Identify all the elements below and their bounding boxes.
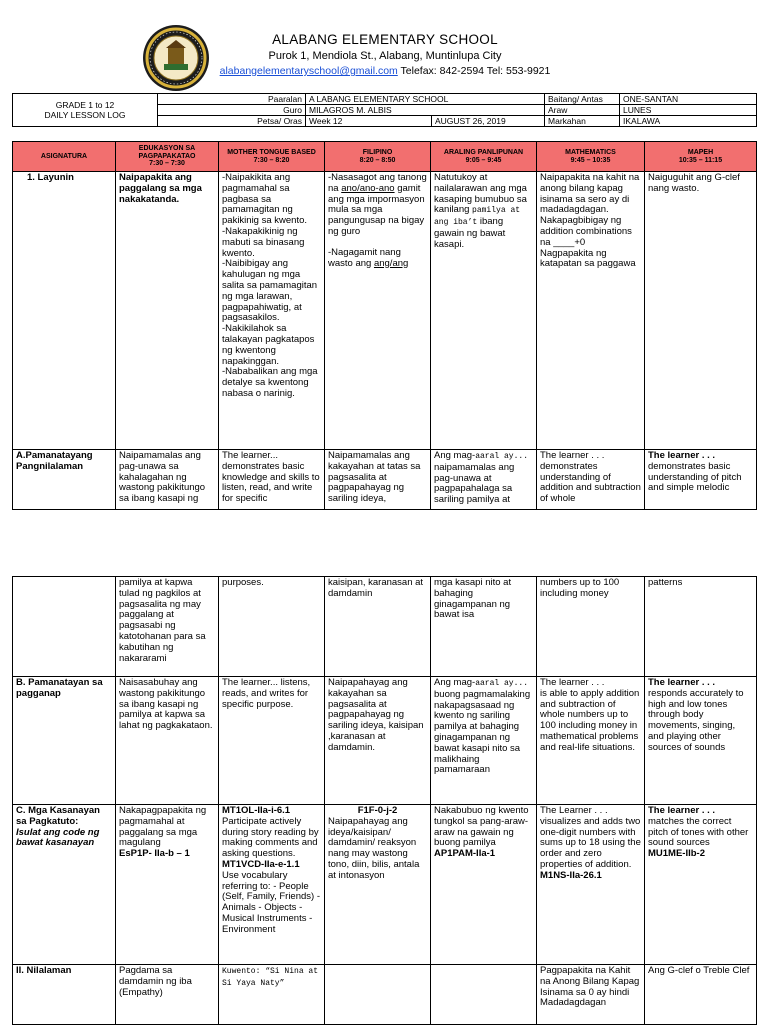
markahan-value: IKALAWA (620, 116, 757, 127)
nilalaman-ap (431, 965, 537, 1025)
pagganap-ap (431, 677, 537, 805)
pamantayang-math: The learner . . . demonstrates understanding of addition and subtraction of whole (537, 450, 645, 510)
row-layunin-label: 1. Layunin (13, 172, 116, 450)
cont-mtb: purposes. (219, 577, 325, 677)
pagganap-esp: Naisasabuhay ang wastong pakikitungo sa ibang kasapi ng pamilya at kapwa sa lahat ng pagkakataon. (116, 677, 219, 805)
header-mtb (219, 142, 325, 172)
layunin-math: Naipapakita na kahit na anong bilang kapag isinama sa sero ay di madadagdagan. Nakapagbibigay ng addition combinations na ____+0 Nagpapakita ng katapatan sa paggawa (537, 172, 645, 450)
row-cont-label (13, 577, 116, 677)
kasanayan-mapeh-bold: The learner . . . (648, 805, 716, 816)
school-email-link[interactable]: alabangelementaryschool@gmail.com (219, 65, 398, 77)
cont-esp: pamilya at kapwa tulad ng pagkilos at pagsasalita ng may paggalang at pagsasabi ng katotohanan para sa kabutihan ng nakararami (116, 577, 219, 677)
pamantayang-mapeh-bold: The learner . . . (648, 450, 716, 461)
layunin-ap-mono: pamilya at ang iba’t (434, 206, 521, 228)
layunin-fil (325, 172, 431, 450)
header-mapeh (645, 142, 757, 172)
header-math (537, 142, 645, 172)
grade-label: GRADE 1 to 12 (55, 100, 115, 110)
header-mtb-time: 7:30 – 8:20 (253, 156, 290, 164)
araw-value: LUNES (620, 105, 757, 116)
kasanayan-fil-text: Naipapahayag ang ideya/kaisipan/ damdamin/ reaksyon nang may wastong tono, diin, bilis, antala at intonasyon (328, 815, 420, 881)
pagganap-fil: Naipapahayag ang kakayahan sa pagsasalita at pagpapahayag ng sariling ideya, kaisipan ,karanasan at damdamin. (325, 677, 431, 805)
header-fil-title: FILIPINO (362, 148, 393, 156)
kasanayan-mapeh-code: MU1ME-IIb-2 (648, 848, 705, 860)
header-fil-time: 8:20 – 8:50 (359, 156, 396, 164)
kasanayan-mtb-2: Use vocabulary referring to: - People (Self, Family, Friends) - Animals - Objects - Musical Instruments - Environment (222, 869, 321, 935)
kasanayan-math (537, 805, 645, 965)
layunin-ap-b: ibang gawain ng bawat kasapi. (434, 216, 506, 250)
header-fil (325, 142, 431, 172)
layunin-ap (431, 172, 537, 450)
petsa-label: Petsa/ Oras (158, 116, 306, 127)
daily-lesson-log-label: DAILY LESSON LOG (44, 110, 126, 120)
kasanayan-esp-code: EsP1P- IIa-b – 1 (119, 848, 190, 860)
kasanayan-mtb-code1: MT1OL-IIa-i-6.1 (222, 805, 291, 816)
kasanayan-fil-code: F1F-0-j-2 (357, 805, 398, 816)
pagganap-mapeh-bold: The learner . . . (648, 677, 716, 688)
guro-label: Guro (158, 105, 306, 116)
school-address: Purok 1, Mendiola St., Alabang, Muntinlupa City (268, 50, 502, 62)
header-mapeh-title: MAPEH (687, 148, 714, 156)
pagganap-ap-a: Ang mag- (434, 677, 476, 688)
pagganap-mtb: The learner... listens, reads, and writes for specific purpose. (219, 677, 325, 805)
pamantayang-fil: Naipamamalas ang kakayahan at tatas sa pagsasalita at pagpapahayag ng sariling ideya, (325, 450, 431, 510)
kasanayan-esp-text: Nakapagpapakita ng pagmamahal at paggalang sa mga magulang (119, 805, 207, 849)
header-ap-time: 9:05 – 9:45 (465, 156, 502, 164)
row-nilalaman-label: II. Nilalaman (13, 965, 116, 1025)
layunin-fil-b: gamit ang mga impormasyon mula sa mga pangungusap na bigay ng guro (328, 182, 425, 237)
pamantayang-ap-mono: aaral ay... (475, 452, 528, 461)
header-esp-time: 7:30 – 7:30 (149, 160, 185, 168)
header-esp-title: EDUKASYON SA PAGPAPAKATAO (138, 145, 196, 160)
markahan-label: Markahan (545, 116, 620, 127)
pamantayang-mapeh (645, 450, 757, 510)
cont-mapeh: patterns (645, 577, 757, 677)
lesson-log-info-table (12, 93, 757, 127)
row-pagganap-label: B. Pamanatayan sa pagganap (13, 677, 116, 805)
cont-ap: mga kasapi nito at bahaging ginagampanan ng bawat isa (431, 577, 537, 677)
nilalaman-fil (325, 965, 431, 1025)
cont-math: numbers up to 100 including money (537, 577, 645, 677)
header-ap-title: ARALING PANLIPUNAN (443, 148, 524, 156)
pagganap-math: The learner . . . is able to apply addition and subtraction of whole numbers up to 100 including money in mathematical problems and real-life situations. (537, 677, 645, 805)
layunin-fil-c-u: ang/ang (373, 257, 409, 269)
pamantayang-ap (431, 450, 537, 510)
grade-cell (13, 94, 158, 127)
kasanayan-ap-code: AP1PAM-IIa-1 (434, 848, 496, 860)
pamantayang-mapeh-text: demonstrates basic understanding of pitch and simple melodic (648, 460, 742, 494)
kasanayan-ap (431, 805, 537, 965)
header-mapeh-time: 10:35 – 11:15 (678, 156, 723, 164)
row-pamantayang-label: A.Pamanatayang Pangnilalaman (13, 450, 116, 510)
guro-value: MILAGROS M. ALBIS (306, 105, 545, 116)
lesson-table-part-1 (12, 141, 757, 510)
nilalaman-mapeh: Ang G-clef o Treble Clef (645, 965, 757, 1025)
week-value: Week 12 (306, 116, 432, 127)
header-esp (116, 142, 219, 172)
header-mtb-title: MOTHER TONGUE BASED (227, 148, 316, 156)
pagganap-ap-b: buong pagmamalaking nakapagsasaad ng kwento ng sariling pamilya at bahaging ginagampanan ng bawat kasapi nito sa malikhaing pamamaraan (434, 688, 531, 776)
lesson-table-part-2 (12, 576, 757, 1025)
kasanayan-label-italic: Isulat ang code ng bawat kasanayan (16, 826, 100, 849)
nilalaman-mtb-text: Kuwento: “Si Nina at Si Yaya Naty” (222, 967, 319, 988)
layunin-mtb: -Naipakikita ang pagmamahal sa pagbasa sa pamamagitan ng pakikinig sa kwento. -Nakapakikinig ng mabuti sa binasang kwento. -Naibibigay ang kahulugan ng mga salita sa pamamagitan ng mga larawan, pagpapahiwatig, at pagsasakilos. -Nakikilahok sa talakayan pagkatapos ng kwentong napakinggan. -Nababalikan ang mga detalye sa kwentong nabasa o narinig. (219, 172, 325, 450)
kasanayan-mtb (219, 805, 325, 965)
pamantayang-mtb: The learner... demonstrates basic knowledge and skills to listen, read, and write for specific (219, 450, 325, 510)
school-contact (190, 65, 580, 77)
kasanayan-math-code: M1NS-IIa-26.1 (540, 869, 602, 881)
school-phones: Telefax: 842-2594 Tel: 553-9921 (397, 65, 551, 77)
paaralan-label: Paaralan (158, 94, 306, 105)
nilalaman-esp: Pagdama sa damdamin ng iba (Empathy) (116, 965, 219, 1025)
kasanayan-esp (116, 805, 219, 965)
pagganap-mapeh-text: responds accurately to high and low tones through body movements, singing, and playing other sources of sounds (648, 687, 744, 753)
school-seal-logo (142, 24, 210, 92)
pagganap-ap-mono: aaral ay... (475, 679, 528, 688)
layunin-mapeh: Naiguguhit ang G-clef nang wasto. (645, 172, 757, 450)
pamantayang-ap-a: Ang mag- (434, 450, 476, 461)
cont-fil: kaisipan, karanasan at damdamin (325, 577, 431, 677)
kasanayan-label-bold: C. Mga Kasanayan sa Pagkatuto: (16, 805, 100, 827)
date-value: AUGUST 26, 2019 (432, 116, 545, 127)
kasanayan-mapeh (645, 805, 757, 965)
layunin-fil-a-u: ano/ano-ano (341, 182, 395, 194)
header-math-time: 9:45 – 10:35 (570, 156, 611, 164)
header-asignatura: ASIGNATURA (13, 142, 116, 172)
kasanayan-mapeh-text: matches the correct pitch of tones with other sound sources (648, 815, 749, 849)
kasanayan-math-text: The Learner . . . visualizes and adds two one-digit numbers with sums up to 18 using the order and zero properties of addition. (540, 805, 641, 870)
layunin-fil-c: -Nagagamit nang wasto ang (328, 246, 401, 269)
kasanayan-mtb-1: Participate actively during story reading by making comments and asking questions. (222, 815, 319, 860)
layunin-ap-a: Natutukoy at nailalarawan ang mga kasaping bumubuo sa kanilang (434, 172, 527, 216)
paaralan-value: A LABANG ELEMENTARY SCHOOL (306, 94, 545, 105)
layunin-esp: Naipapakita ang paggalang sa mga nakakatanda. (116, 172, 219, 450)
header-math-title: MATHEMATICS (565, 148, 616, 156)
pamantayang-esp: Naipamamalas ang pag-unawa sa kahalagahan ng wastong pakikitungo sa ibang kasapi ng (116, 450, 219, 510)
pagganap-mapeh (645, 677, 757, 805)
araw-label: Araw (545, 105, 620, 116)
baitang-value: ONE-SANTAN (620, 94, 757, 105)
pamantayang-ap-b: naipamamalas ang pag-unawa at pagpapahalaga sa sariling pamilya at (434, 461, 515, 506)
header-ap (431, 142, 537, 172)
kasanayan-fil (325, 805, 431, 965)
nilalaman-math: Pagpapakita na Kahit na Anong Bilang Kapag Isinama sa 0 ay hindi Madadagdagan (537, 965, 645, 1025)
nilalaman-mtb (219, 965, 325, 1025)
row-kasanayan-label (13, 805, 116, 965)
school-name: ALABANG ELEMENTARY SCHOOL (272, 32, 498, 47)
kasanayan-mtb-code2: MT1VCD-IIa-e-1.1 (222, 858, 300, 870)
baitang-label: Baitang/ Antas (545, 94, 620, 105)
layunin-fil-a: -Nasasagot ang tanong na (328, 172, 427, 194)
kasanayan-ap-text: Nakabubuo ng kwento tungkol sa pang-araw-araw na gawain ng buong pamilya (434, 805, 529, 849)
